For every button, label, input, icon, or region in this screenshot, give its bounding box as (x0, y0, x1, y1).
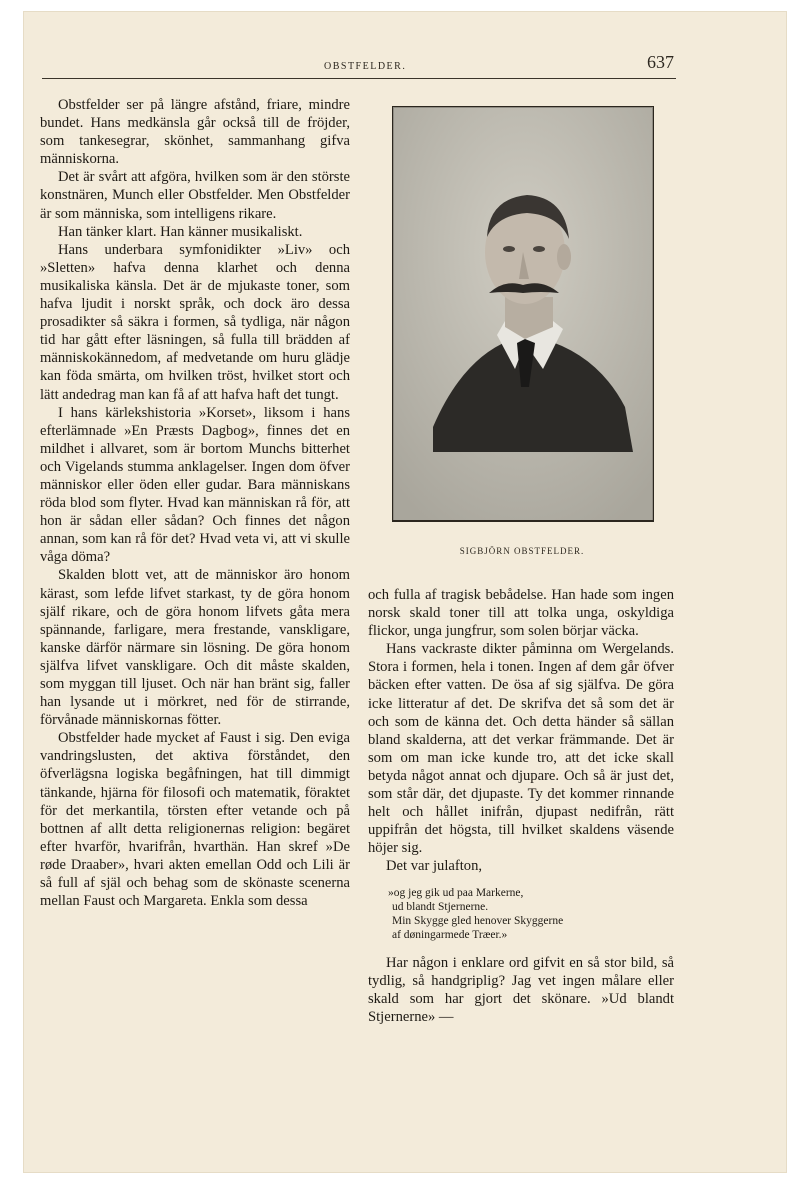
paragraph: Det är svårt att afgöra, hvilken som är den störste konstnären, Munch eller Obstfelder. Men Obstfelder är som människa, som intelligens rikare. (40, 169, 350, 222)
paragraph: Har någon i enklare ord gifvit en så stor bild, så tydlig, så handgriplig? Jag vet ingen målare eller skald som har gjort det skönare. »Ud blandt Stjernerne» — (368, 954, 674, 1025)
paragraph: I hans kärlekshistoria »Korset», liksom i hans efterlämnade »En Præsts Dagbog», finnes det en mildhet i allvaret, som är bortom Munchs bitterhet och Vigelands stumma anklagelser. Ingen dom öfver människor eller öden eller gudar. Bara människans röda blod som flyter. Hvad kan människan rå för, att hon är sådan eller sådan? Och finnes det någon annan, som kan rå för det? Hvad veta vi, att vi skulle våga döma? (40, 404, 350, 566)
paragraph: Hans vackraste dikter påminna om Wergelands. Stora i formen, hela i tonen. Ingen af dem går öfver bäcken efter vatten. De ösa af sig själfva. De göra icke litteratur af det. De skrifva det så som det är och som de känna det. Och detta händer så sällan bland skalderna, att det verkar främmande. Det är som om man icke kunde tro, att det icke skall betyda något annat och djupare. Och så är just det, som står där, det djupaste. Ty det kommer rinnande helt och hållet inifrån, djupast nedifrån, rätt uppifrån det högsta, till hvilket skaldens väsende höjer sig. (368, 641, 674, 857)
verse-line: Min Skygge gled henover Skyggerne (392, 914, 564, 927)
paragraph: Skalden blott vet, att de människor äro honom kärast, som lefde lifvet starkast, ty de göra honom själf rikare, och de göra honom lifvets gåta mera spännande, farligare, mera frestande, vanskligare, kanske därför närmare sin lösning. De göra honom själfva lifvet vanskligare. Och dit måste skalden, som myggan till ljuset. Och när han bränt sig, faller han lysande ut i mörkret, ned för de stirrande, förvånade människornas fötter. (40, 567, 350, 729)
paragraph: och fulla af tragisk bebådelse. Han hade som ingen norsk skald toner till att tolka unga, oskyldiga flickor, unga jungfrur, som solen börjar väcka. (368, 587, 674, 640)
paragraph: Det var julafton, (386, 858, 483, 875)
paragraph: Obstfelder hade mycket af Faust i sig. Den eviga vandringslusten, det aktiva förståndet, den öfverlägsna logiska begåfningen, hat till dimmigt tänkande, hjärna för filosofi och matematik, föraktet för det merkantila, törsten efter vetande och på bottnen af allt detta religionernas religion: begäret efter hvarför, hvarifrån, hvarthän. Han skref »De røde Draaber», hvari akten emellan Odd och Lili är så full af själ och behag som de skönaste scenerna mellan Faust och Margareta. Enkla som dessa (40, 730, 350, 910)
paragraph: Hans underbara symfonidikter »Liv» och »Sletten» hafva denna klarhet och denna musikaliska känsla. Det är de mjukaste toner, som hafva ljudit i norskt språk, och dock äro dessa prosadikter så säkra i formen, så tydliga, när någon tid har gått efter läsningen, så fulla till brädden af människokännedom, af medvetande om huru glädje kan föda smärta, om hvilken tröst, hvilket stort och lätt andedrag man kan få af att hafva haft det tungt. (40, 241, 350, 403)
right-text-column (368, 586, 674, 1026)
running-head: OBSTFELDER. (324, 61, 407, 72)
left-text-column (40, 96, 350, 910)
frame-edge (392, 520, 654, 522)
verse-line: »og jeg gik ud paa Markerne, (388, 886, 524, 899)
paragraph: Han tänker klart. Han känner musikaliskt. (58, 223, 303, 240)
portrait-illustration (393, 107, 653, 521)
verse-quote (388, 886, 674, 942)
paragraph: Obstfelder ser på längre afstånd, friare, mindre bundet. Hans medkänsla går också till de fröjder, som tankesegrar, skönhet, sammanhang gifva människorna. (40, 97, 350, 168)
portrait-caption: SIGBJÖRN OBSTFELDER. (459, 546, 585, 556)
book-page (24, 12, 786, 1172)
page-number: 637 (647, 52, 674, 72)
header-rule (42, 78, 676, 79)
verse-line: af døningarmede Træer.» (392, 928, 508, 941)
portrait-photo (392, 106, 654, 522)
verse-line: ud blandt Stjernerne. (392, 900, 489, 913)
